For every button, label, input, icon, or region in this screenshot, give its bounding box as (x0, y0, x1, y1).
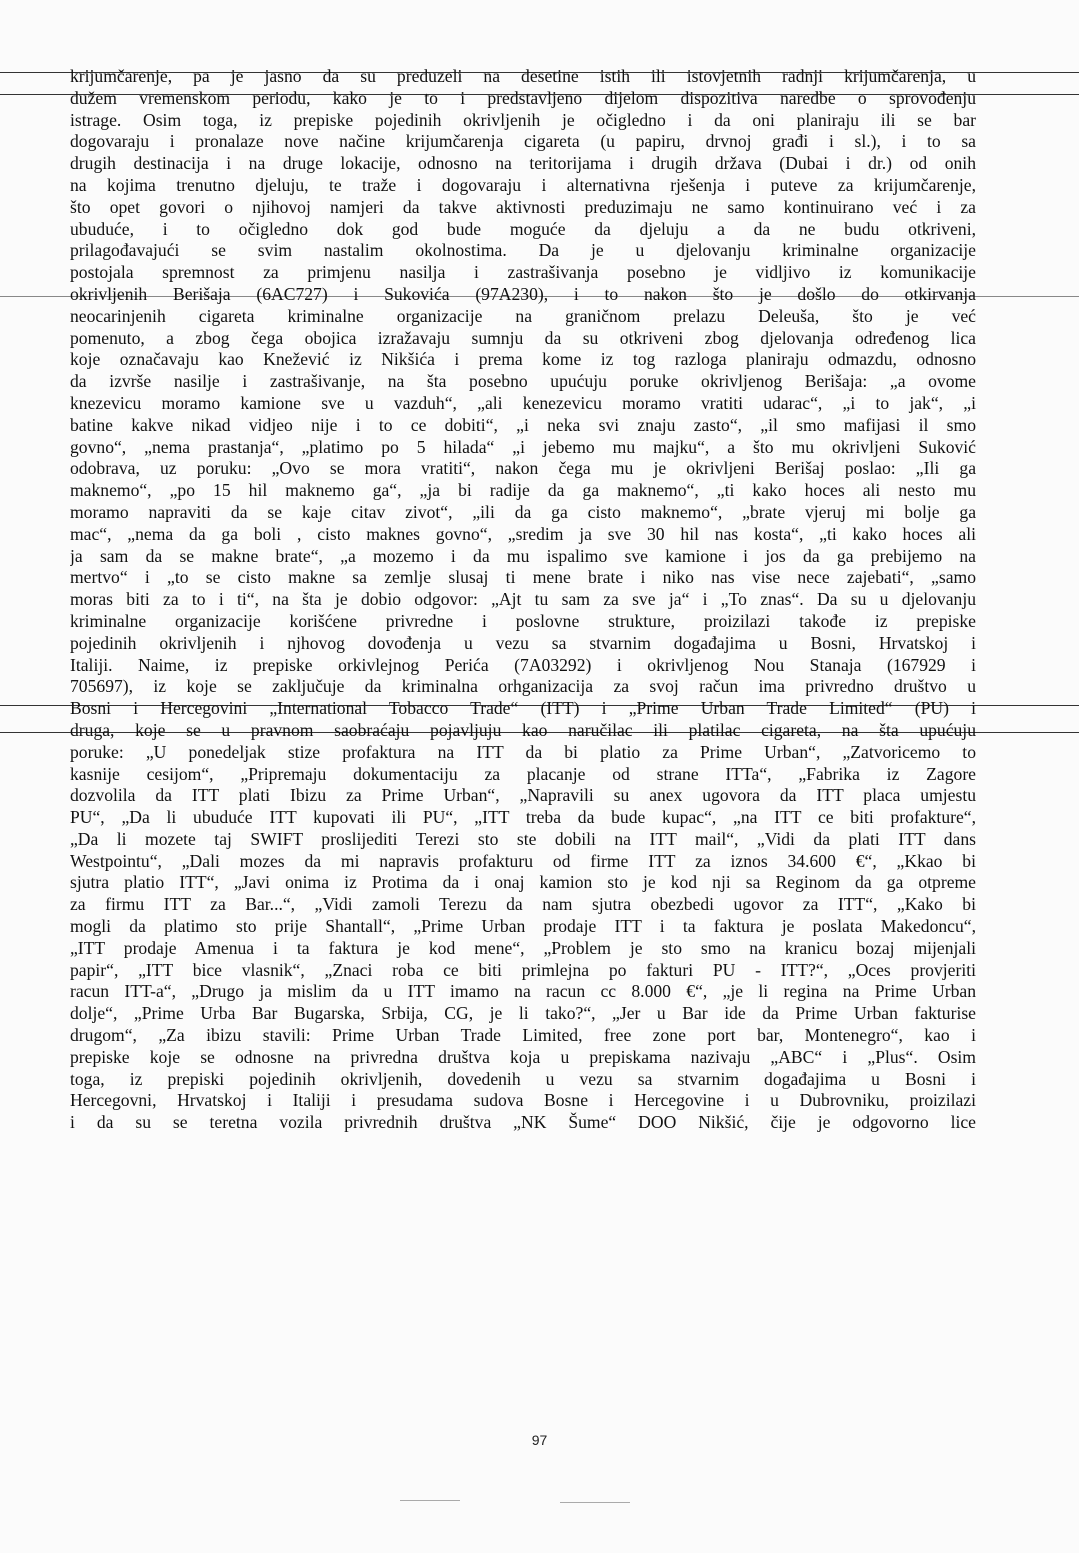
text-line: dužem vremenskom periodu, kako je to i predstavljeno dijelom dispozitiva naredbe o sprovođenju (70, 87, 976, 108)
text-line: postojala spremnost za primjenu nasilja i zastrašivanja posebno je vidljivo iz komunikacije (70, 262, 976, 283)
text-line: kasnije cesijom“, „Pripremaju dokumentaciju za placanje od strane ITTa“, „Fabrika iz Zagore (70, 763, 976, 784)
text-line: knezevicu moramo kamione sve u vazduh“, „ali kenezevicu moramo vratiti udarac“, „i to jak“, „i (70, 392, 976, 413)
text-line: krijumčarenje, pa je jasno da su preduzeli na desetine istih ili istovjetnih radnji krijumčarenja, u (70, 66, 976, 86)
text-line: okrivljenih Berišaja (6AC727) i Sukovića (97A230), i to nakon što je došlo do otkirvanja (70, 283, 976, 304)
text-line: 705697), iz koje se zaključuje da kriminalna orhganizacija za svoj račun ima privredno društvo u (70, 676, 976, 697)
text-line: toga, iz prepiski pojedinih okrivljenih, dovedenih u vezu sa stvarnim događajima u Bosni i (70, 1068, 976, 1089)
text-line: ubuduće, i to očigledno dok god bude moguće da djeluju a da ne budu otkriveni, (70, 218, 976, 239)
text-line: batine kakve nikad vidjeo nije i to ce dobiti“, „i neka svi znaju zasto“, „il smo mafijasi il smo (70, 414, 976, 435)
page-number: 97 (531, 1432, 548, 1448)
text-line: drugom“, „Za ibizu stavili: Prime Urban Trade Limited, free zone port bar, Montenegro“, kao i (70, 1025, 976, 1046)
text-line: „Da li mozete taj SWIFT proslijediti Terezi sto ste dobili na ITT mail“, „Vidi da plati ITT dans (70, 828, 976, 849)
text-line: pojedinih okrivljenih i njhovog dovođenja u vezu sa stvarnim događajima u Bosni, Hrvatskoj i (70, 632, 976, 653)
text-line: prepiske koje se odnosne na privredna društva koja u prepiskama nazivaju „ABC“ i „Plus“. Osim (70, 1046, 976, 1067)
text-line: maknemo“, „po 15 hil maknemo ga“, „ja bi radije da ga maknemo“, „ti kako hoces ali nesto mu (70, 480, 976, 501)
text-line: dolje“, „Prime Urba Bar Bugarska, Srbija, CG, je li tako?“, „Jer u Bar ide da Prime Urban fakturise (70, 1003, 976, 1024)
text-line: drugih destinacija i na druge lokacije, odnosno na teritorijama i drugih država (Dubai i dr.) od onih (70, 153, 976, 174)
text-line: dogovaraju i pronalaze nove načine krijumčarenja cigareta (u papiru, drvnoj građi i sl.), i to sa (70, 131, 976, 152)
text-line: na kojima trenutno djeluju, te traže i dogovaraju i alternativna rješenja i puteve za krijumčarenje, (70, 174, 976, 195)
text-line: i da su se teretna vozila privrednih društva „NK Šume“ DOO Nikšić, čije je odgovorno lice (70, 1112, 976, 1133)
text-line: ja sam da se makne brate“, „a mozemo i da mu ispalimo sve kamione i jos da ga prebijemo na (70, 545, 976, 566)
text-line: „ITT prodaje Amenua i ta faktura je kod mene“, „Problem je sto smo na kranicu bozaj mijenjali (70, 937, 976, 958)
text-line: što opet govori o njihovoj namjeri da takve aktivnosti preduzimaju ne samo kontinuirano već i za (70, 196, 976, 217)
text-line: moras biti za to i ti“, na šta je dobio odgovor: „Ajt tu sam za sve ja“ i „To znas“. Da su u djelovanju (70, 589, 976, 610)
text-line: prilagođavajući se svim nastalim okolnostima. Da je u djelovanju kriminalne organizacije (70, 240, 976, 261)
text-line: mac“, „nema da ga boli , cisto maknes govno“, „sredim ja sve 30 hil nas kosta“, „ti kako hoces ali (70, 523, 976, 544)
text-line: pomenuto, a zbog čega obojica izražavaju sumnju da su otkriveni zbog djelovanja određenog lica (70, 327, 976, 348)
text-line: Westpointu“, „Dali mozes da mi napravis profakturu od firme ITT za iznos 34.600 €“, „Kkao bi (70, 850, 976, 871)
text-line: Hercegovni, Hrvatskoj i Italiji i presudama sudova Bosne i Hercegovine i u Dubrovniku, proizilazi (70, 1090, 976, 1111)
text-line: za firmu ITT za Bar...“, „Vidi zamoli Terezu da nam sjutra obezbedi ugovor za ITT“, „Kako bi (70, 894, 976, 915)
text-line: dozvolila da ITT plati Ibizu za Prime Urban“, „Napravili su anex ugovora da ITT placa umjestu (70, 785, 976, 806)
text-line: govno“, „nema prastanja“, „platimo po 5 hilada“ „i jebemo mu majku“, a što mu okrivljeni Suković (70, 436, 976, 457)
text-line: Italiji. Naime, iz prepiske orkivlejnog Perića (7A03292) i okrivljenog Nou Stanaja (167929 i (70, 654, 976, 675)
text-line (70, 1134, 976, 1156)
text-line: Bosni i Hercegovini „International Tobacco Trade“ (ITT) i „Prime Urban Trade Limited“ (PU) i (70, 698, 976, 719)
text-line: druga, koje se u pravnom saobraćaju pojavljuju kao naručilac ili platilac cigareta, na šta upućuju (70, 719, 976, 740)
text-line: koje označavaju kao Knežević iz Nikšića i prema kome iz tog razloga planiraju odmazdu, odnosno (70, 349, 976, 370)
text-line: neocarinjenih cigareta kriminalne organizacije na graničnom prelazu Deleuša, što je već (70, 305, 976, 326)
text-line: moramo napraviti da se kaje citav zivot“, „ili da ga cisto maknemo“, „brate vjeruj mi bolje ga (70, 501, 976, 522)
text-line: odobrava, uz poruku: „Ovo se mora vratiti“, nakon čega mu je okrivljeni Berišaj poslao: „Ili ga (70, 458, 976, 479)
scan-noise-bottom (400, 1500, 460, 1501)
body-text (70, 66, 976, 1156)
text-line: papir“, „ITT bice vlasnik“, „Znaci roba ce biti primlejna po fakturi PU - ITT?“, „Oces provjeriti (70, 959, 976, 980)
text-line: mertvo“ i „to se cisto makne sa zemlje slusaj ti mene brate i niko nas vise nece zajebati“, „samo (70, 567, 976, 588)
text-line: poruke: „U ponedeljak stize profaktura na ITT da bi platio za Prime Urban“, „Zatvoricemo to (70, 741, 976, 762)
text-line: mogli da platimo sto prije Shantall“, „Prime Urban prodaje ITT i ta faktura je poslata Makedoncu“, (70, 916, 976, 937)
text-line: da izvrše nasilje i zastrašivanje, na šta posebno upućuju poruke okrivljenog Berišaja: „a ovome (70, 371, 976, 392)
text-line: sjutra platio ITT“, „Javi onima iz Protima da i onaj kamion sto je kod nji sa Reginom da ga otpreme (70, 872, 976, 893)
text-line: PU“, „Da li ubuduće ITT kupovati ili PU“, „ITT treba da bude kupac“, „na ITT ce biti profakture“, (70, 807, 976, 828)
scan-noise-bottom-2 (560, 1502, 630, 1503)
text-line: racun ITT-a“, „Drugo ja mislim da u ITT imamo na racun cc 8.000 €“, „je li regina na Prime Urban (70, 981, 976, 1002)
text-line: istrage. Osim toga, iz prepiske pojedinih okrivljenih je očigledno i da oni planiraju ili se bar (70, 109, 976, 130)
text-line: kriminalne organizacije korišćene privredne i poslovne strukture, proizilazi takođe iz prepiske (70, 610, 976, 631)
